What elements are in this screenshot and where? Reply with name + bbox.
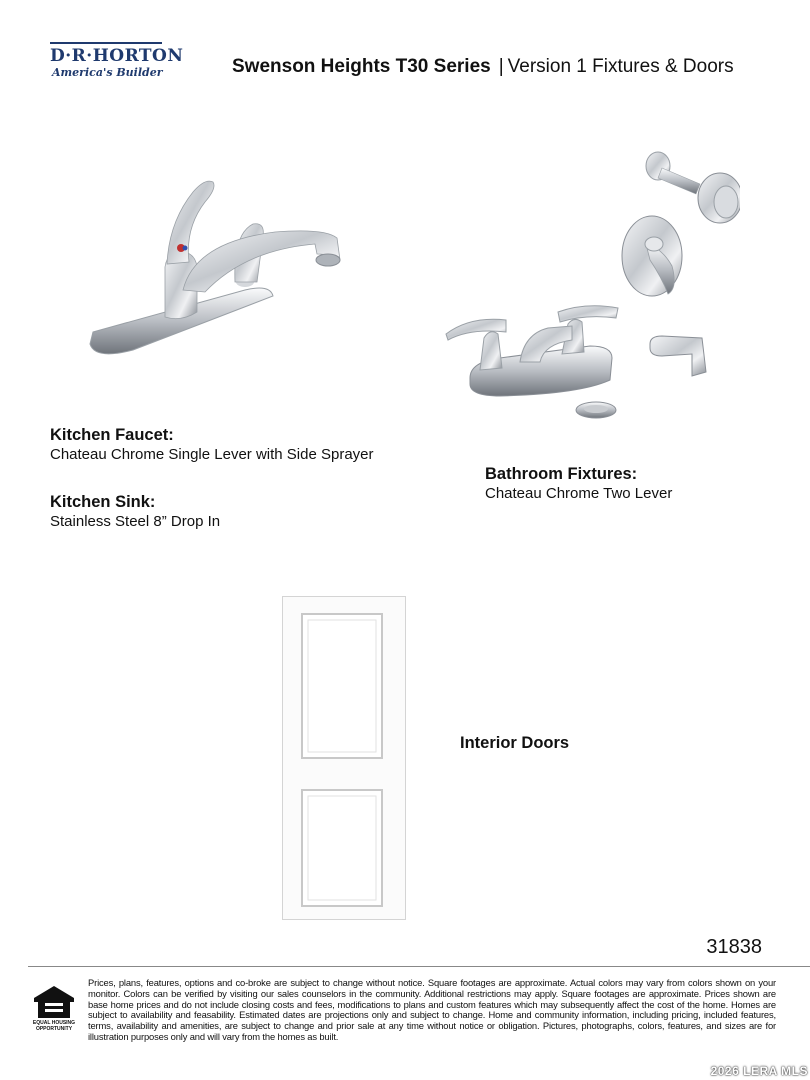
kitchen-faucet-heading: Kitchen Faucet: [50,426,174,444]
kitchen-faucet-value: Chateau Chrome Single Lever with Side Sprayer [50,446,374,463]
equal-housing-label: EQUAL HOUSING OPPORTUNITY [32,1020,76,1032]
page-title-series: Swenson Heights T30 Series [232,56,491,77]
title-separator: | [498,56,504,77]
document-number: 31838 [706,936,762,958]
bathroom-fixtures-heading: Bathroom Fixtures: [485,465,638,483]
footer-divider [28,966,810,967]
kitchen-sink-heading: Kitchen Sink: [50,493,156,511]
logo-brand: D·R·HORTON [50,46,184,66]
bathroom-fixtures-value: Chateau Chrome Two Lever [485,485,673,502]
page-title-version: Version 1 Fixtures & Doors [507,56,734,77]
logo-rule [50,42,162,44]
drhorton-logo [50,42,184,82]
kitchen-faucet-photo [85,172,350,362]
legal-disclaimer: Prices, plans, features, options and co-broke are subject to change without notice. Square footages are approximate. Actual colors may vary from colors shown on your monitor. Colors can be verified by visiting our sales counselors in the community. Additional restrictions may apply. Square footages are approximate. Prices shown are base home prices and do not include closing costs and fees, modifications to plans and custom features which may subsequently affect the cost of the home. Homes are subject to availability and feasability. Estimated dates are projections only and subject to change. Home and community information, including pricing, included features, terms, availability and amenities, are subject to change and prior sale at any time without notice or obligation. Pictures, photographs, colors, features, and sizes are for illustration purposes only and will vary from the homes as built. [88,977,776,1042]
bathroom-fixtures-photo [440,148,740,423]
logo-tagline: America's Builder [52,66,163,79]
kitchen-sink-value: Stainless Steel 8” Drop In [50,513,221,530]
page-title [232,56,734,78]
interior-door-photo [282,596,406,920]
mls-watermark: 2026 LERA MLS [710,1064,808,1078]
interior-doors-heading: Interior Doors [460,734,570,752]
